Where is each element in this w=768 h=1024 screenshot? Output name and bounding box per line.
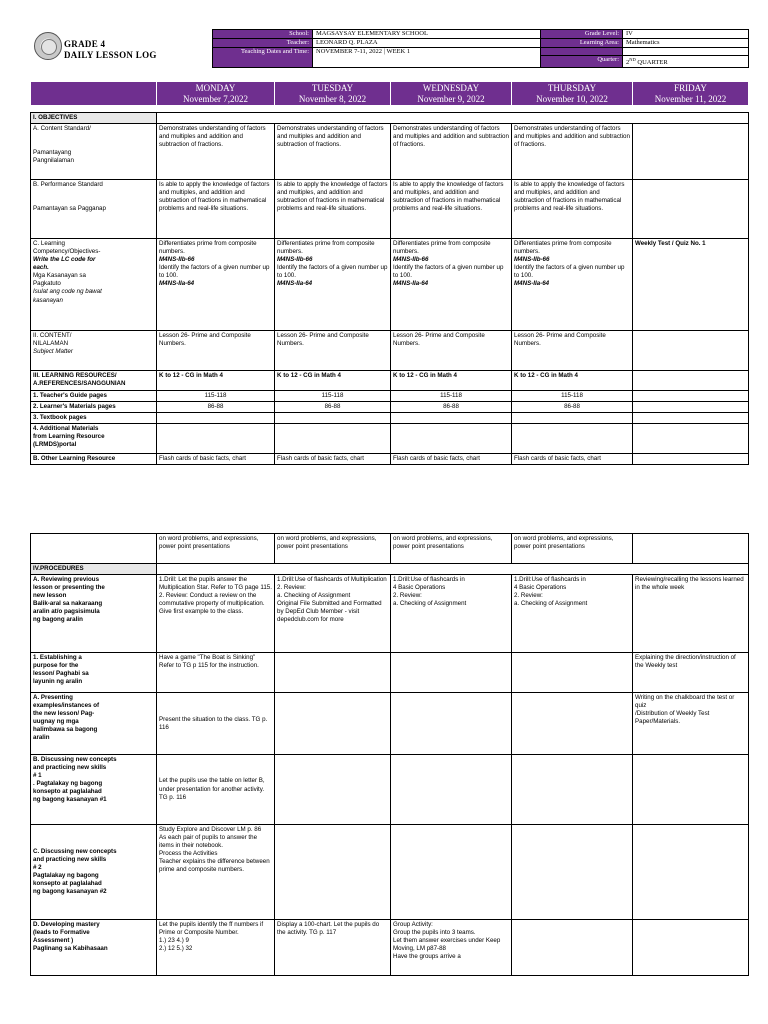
table-row bbox=[31, 920, 749, 976]
other-resource-mon: Flash cards of basic facts, chart bbox=[157, 454, 275, 465]
day-tuesday: TUESDAY November 8, 2022 bbox=[275, 82, 391, 106]
table-row bbox=[31, 391, 749, 402]
content-tue: Lesson 26- Prime and Composite Numbers. bbox=[275, 331, 391, 371]
table-row bbox=[31, 180, 749, 239]
content-wed: Lesson 26- Prime and Composite Numbers. bbox=[391, 331, 512, 371]
resources-thu: K to 12 - CG in Math 4 bbox=[512, 371, 633, 391]
quarter-value: 2ND QUARTER bbox=[623, 56, 749, 68]
content-standard-label: A. Content Standard/ Pamantayang Pangnilalaman bbox=[31, 124, 157, 180]
continued-thu: on word problems, and expressions, power point presentations bbox=[512, 534, 633, 564]
table-row bbox=[31, 424, 749, 454]
learners-materials-label: 2. Learner's Materials pages bbox=[31, 402, 157, 413]
resources-mon: K to 12 - CG in Math 4 bbox=[157, 371, 275, 391]
presenting-examples-mon: Present the situation to the class. TG p. 116 bbox=[157, 693, 275, 755]
deped-seal-logo bbox=[34, 32, 62, 60]
content-standard-thu: Demonstrates understanding of factors and multiples and addition and subtraction of fractions. bbox=[512, 124, 633, 180]
continued-mon: on word problems, and expressions, power point presentations bbox=[157, 534, 275, 564]
developing-mastery-label: D. Developing mastery (leads to Formative Assessment ) Paglinang sa Kabihasaan bbox=[31, 920, 157, 976]
teacher-value: LEONARD Q. PLAZA bbox=[313, 39, 541, 48]
learning-area-label: Learning Area: bbox=[541, 39, 623, 48]
quarter-label: Quarter: bbox=[541, 56, 623, 68]
reviewing-wed: 1.Drill:Use of flashcards in 4 Basic Operations 2. Review: a. Checking of Assignment bbox=[391, 575, 512, 653]
table-row bbox=[31, 825, 749, 920]
discussing-concepts-2-mon: Study Explore and Discover LM p. 86 As each pair of pupils to answer the items in their notebook. Process the Activities Teacher explains the difference between prime and composite numbers. bbox=[157, 825, 275, 920]
learners-materials-thu: 86-88 bbox=[512, 402, 633, 413]
content-standard-tue: Demonstrates understanding of factors and multiples and addition and subtraction of fractions. bbox=[275, 124, 391, 180]
table-row bbox=[31, 575, 749, 653]
content-thu: Lesson 26- Prime and Composite Numbers. bbox=[512, 331, 633, 371]
lesson-log-header bbox=[30, 29, 748, 76]
developing-mastery-mon: Let the pupils identify the ff numbers if Prime or Composite Number. 1.) 23 4.) 9 2.) 12 5.) 32 bbox=[157, 920, 275, 976]
learning-competency-tue: Differentiates prime from composite numbers. M4NS-IIb-66 Identify the factors of a given number up to 100. M4NS-IIa-64 bbox=[275, 239, 391, 331]
day-friday: FRIDAY November 11, 2022 bbox=[633, 82, 749, 106]
table-row bbox=[31, 653, 749, 693]
reviewing-thu: 1.Drill:Use of flashcards in 4 Basic Operations 2. Review: a. Checking of Assignment bbox=[512, 575, 633, 653]
objectives-heading: I. OBJECTIVES bbox=[31, 113, 157, 124]
learning-area-value: Mathematics bbox=[623, 39, 749, 48]
developing-mastery-tue: Display a 100-chart. Let the pupils do the activity. TG p. 117 bbox=[275, 920, 391, 976]
resources-wed: K to 12 - CG in Math 4 bbox=[391, 371, 512, 391]
establishing-purpose-fri: Explaining the direction/instruction of the Weekly test bbox=[633, 653, 749, 693]
dates-label: Teaching Dates and Time: bbox=[213, 48, 313, 68]
table-row bbox=[31, 755, 749, 825]
learners-materials-tue: 86-88 bbox=[275, 402, 391, 413]
objectives-table bbox=[30, 112, 748, 465]
grade-level-value: IV bbox=[623, 30, 749, 39]
learning-resources-label: III. LEARNING RESOURCES/ A.REFERENCES/SANGGUNIAN bbox=[31, 371, 157, 391]
other-resource-label: B. Other Learning Resource bbox=[31, 454, 157, 465]
table-row bbox=[31, 693, 749, 755]
reviewing-lesson-label: A. Reviewing previous lesson or presenting the new lesson Balik-aral sa nakaraang aralin at/o pagsisimula ng bagong aralin bbox=[31, 575, 157, 653]
textbook-pages-label: 3. Textbook pages bbox=[31, 413, 157, 424]
table-row bbox=[31, 402, 749, 413]
teachers-guide-label: 1. Teacher's Guide pages bbox=[31, 391, 157, 402]
procedures-table bbox=[30, 533, 748, 976]
developing-mastery-wed: Group Activity: Group the pupils into 3 teams. Let them answer exercises under Keep Moving, LM p87-88 Have the groups arrive a bbox=[391, 920, 512, 976]
teachers-guide-mon: 115-118 bbox=[157, 391, 275, 402]
presenting-examples-fri: Writing on the chalkboard the test or quiz /Distribution of Weekly Test Paper/Materials. bbox=[633, 693, 749, 755]
grade-level-label: Grade Level: bbox=[541, 30, 623, 39]
other-resource-wed: Flash cards of basic facts, chart bbox=[391, 454, 512, 465]
reviewing-tue: 1.Drill:Use of flashcards of Multiplication 2. Review: a. Checking of Assignment Original File Submitted and Formatted by DepEd Club Member - visit depedclub.com for more bbox=[275, 575, 391, 653]
day-thursday: THURSDAY November 10, 2022 bbox=[512, 82, 633, 106]
continued-wed: on word problems, and expressions, power point presentations bbox=[391, 534, 512, 564]
day-blank-cell bbox=[31, 82, 157, 106]
dates-value: NOVEMBER 7-11, 2022 | WEEK 1 bbox=[313, 48, 541, 68]
table-row bbox=[31, 239, 749, 331]
performance-standard-thu: Is able to apply the knowledge of factors and multiples, and addition and subtraction of fractions in mathematical problems and real-life situations. bbox=[512, 180, 633, 239]
discussing-concepts-2-label: C. Discussing new concepts and practicing new skills # 2 Pagtalakay ng bagong konsepto at paglalahad ng bagong kasanayan #2 bbox=[31, 825, 157, 920]
table-row bbox=[31, 371, 749, 391]
resources-tue: K to 12 - CG in Math 4 bbox=[275, 371, 391, 391]
teacher-label: Teacher: bbox=[213, 39, 313, 48]
content-standard-wed: Demonstrates understanding of factors and multiples and addition and subtraction of fractions. bbox=[391, 124, 512, 180]
other-resource-thu: Flash cards of basic facts, chart bbox=[512, 454, 633, 465]
day-wednesday: WEDNESDAY November 9, 2022 bbox=[391, 82, 512, 106]
additional-materials-label: 4. Additional Materials from Learning Resource (LRMDS)portal bbox=[31, 424, 157, 454]
performance-standard-label: B. Performance Standard Pamantayan sa Pagganap bbox=[31, 180, 157, 239]
learning-competency-mon: Differentiates prime from composite numbers. M4NS-IIb-66 Identify the factors of a given number up to 100. M4NS-IIa-64 bbox=[157, 239, 275, 331]
reviewing-fri: Reviewing/recalling the lessons learned in the whole week bbox=[633, 575, 749, 653]
learners-materials-mon: 86-88 bbox=[157, 402, 275, 413]
other-resource-tue: Flash cards of basic facts, chart bbox=[275, 454, 391, 465]
teachers-guide-thu: 115-118 bbox=[512, 391, 633, 402]
continued-tue: on word problems, and expressions, power point presentations bbox=[275, 534, 391, 564]
establishing-purpose-mon: Have a game "The Boat is Sinking" Refer to TG p 115 for the instruction. bbox=[157, 653, 275, 693]
performance-standard-wed: Is able to apply the knowledge of factors and multiples, and addition and subtraction of fractions in mathematical problems and real-life situations. bbox=[391, 180, 512, 239]
reviewing-mon: 1.Drill: Let the pupils answer the Multiplication Star. Refer to TG page 115. 2. Review: Conduct a review on the commutative property of multiplication. Give first example to the class. bbox=[157, 575, 275, 653]
school-label: School: bbox=[213, 30, 313, 39]
table-row bbox=[31, 331, 749, 371]
establishing-purpose-label: 1. Establishing a purpose for the lesson/ Paghabi sa layunin ng aralin bbox=[31, 653, 157, 693]
day-header-bar bbox=[30, 81, 748, 105]
document-title: GRADE 4 DAILY LESSON LOG bbox=[64, 39, 157, 60]
learning-competency-fri: Weekly Test / Quiz No. 1 bbox=[633, 239, 749, 331]
table-row bbox=[31, 413, 749, 424]
content-standard-mon: Demonstrates understanding of factors and multiples and addition and subtraction of fractions. bbox=[157, 124, 275, 180]
learning-competency-label: C. Learning Competency/Objectives- Write the LC code for each. Mga Kasanayan sa Pagkatuto Isulat ang code ng bawat kasanayan bbox=[31, 239, 157, 331]
discussing-concepts-1-mon: Let the pupils use the table on letter B, under presentation for another activity. TG p. 116 bbox=[157, 755, 275, 825]
procedures-heading: IV.PROCEDURES bbox=[31, 564, 157, 575]
table-row bbox=[31, 124, 749, 180]
presenting-examples-label: A. Presenting examples/instances of the new lesson/ Pag- uugnay ng mga halimbawa sa bagong aralin bbox=[31, 693, 157, 755]
teachers-guide-tue: 115-118 bbox=[275, 391, 391, 402]
discussing-concepts-1-label: B. Discussing new concepts and practicing new skills # 1 . Pagtalakay ng bagong konsepto at paglalahad ng bagong kasanayan #1 bbox=[31, 755, 157, 825]
content-label: II. CONTENT/ NILALAMAN Subject Matter bbox=[31, 331, 157, 371]
table-row bbox=[31, 454, 749, 465]
learning-competency-thu: Differentiates prime from composite numbers. M4NS-IIb-66 Identify the factors of a given number up to 100. M4NS-IIa-64 bbox=[512, 239, 633, 331]
performance-standard-tue: Is able to apply the knowledge of factors and multiples, and addition and subtraction of fractions in mathematical problems and real-life situations. bbox=[275, 180, 391, 239]
day-monday: MONDAY November 7,2022 bbox=[157, 82, 275, 106]
performance-standard-mon: Is able to apply the knowledge of factors and multiples, and addition and subtraction of fractions in mathematical problems and real-life situations. bbox=[157, 180, 275, 239]
learners-materials-wed: 86-88 bbox=[391, 402, 512, 413]
teachers-guide-wed: 115-118 bbox=[391, 391, 512, 402]
learning-competency-wed: Differentiates prime from composite numbers. M4NS-IIb-66 Identify the factors of a given number up to 100. M4NS-IIa-64 bbox=[391, 239, 512, 331]
table-row bbox=[31, 534, 749, 564]
content-mon: Lesson 26- Prime and Composite Numbers. bbox=[157, 331, 275, 371]
school-value: MAGSAYSAY ELEMENTARY SCHOOL bbox=[313, 30, 541, 39]
school-info-table bbox=[212, 29, 748, 68]
